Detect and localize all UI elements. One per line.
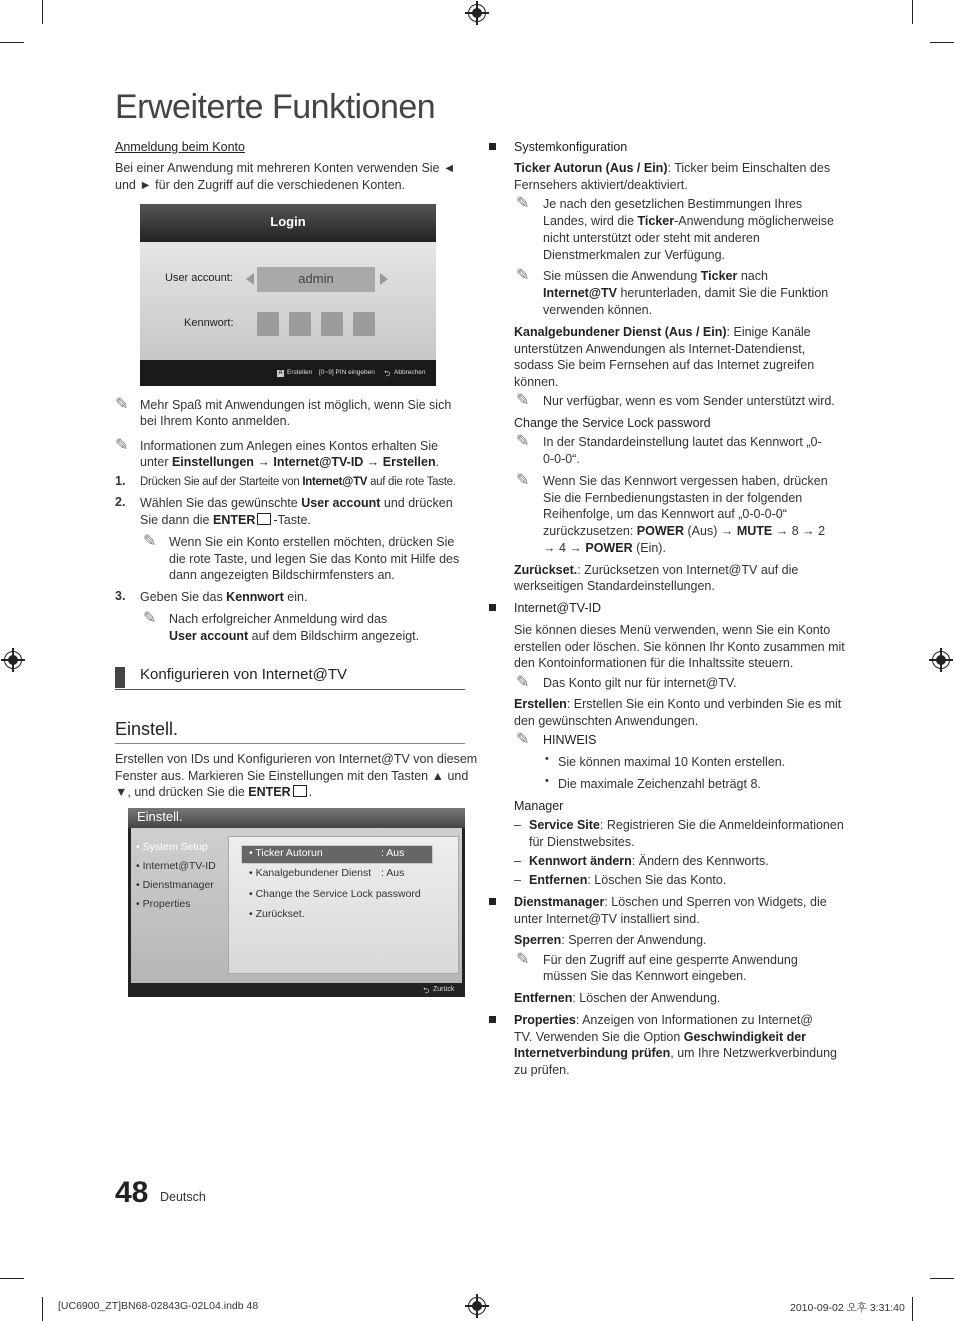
id-heading: Internet@TV-ID (514, 601, 602, 615)
return-icon: ⮌ (423, 986, 430, 995)
create-hint: Erstellen (287, 369, 313, 376)
arrow-right-icon[interactable] (380, 273, 388, 285)
note-text: Landes, wird die Ticker-Anwendung möglicherweise (543, 214, 834, 228)
step-text: Drücken Sie auf der Starteite von Internet@TV auf die rote Taste. (140, 476, 456, 488)
einstell-heading: Einstell. (115, 719, 179, 739)
password-digit[interactable] (321, 312, 343, 336)
red-key-icon: A (278, 370, 283, 376)
note-text: Nur verfügbar, wenn es vom Sender unterstützt wird. (543, 394, 835, 408)
note-text: Reihenfolge, um das Kennwort auf „0-0-0-0“ (543, 507, 787, 521)
user-account-label: User account: (165, 272, 233, 284)
manager-item: Entfernen: Löschen Sie das Konto. (529, 873, 727, 887)
sys-heading: Systemkonfiguration (514, 140, 628, 154)
settings-menu-title: Einstell. (128, 808, 465, 828)
einstell-text: ▼, und drücken Sie die ENTER . (115, 785, 313, 799)
note-text: nicht unterstützt oder steht mit anderen (543, 231, 760, 245)
menu-item-service-lock-password[interactable]: • Change the Service Lock password (249, 888, 421, 900)
note-icon: ✎ (516, 195, 530, 212)
bullet (489, 143, 496, 150)
id-text: erstellen oder löschen. Sie können Ihr Konto zusammen mit (514, 640, 845, 654)
hinweis-heading: HINWEIS (543, 733, 597, 747)
enter-icon (257, 513, 271, 525)
menu-item-dienstmanager[interactable]: • Dienstmanager (136, 879, 214, 891)
lock-heading: Change the Service Lock password (514, 416, 711, 430)
note-text: zurückzusetzen: POWER (Aus) → MUTE → 8 → 2 (543, 524, 826, 538)
dash: – (514, 873, 521, 887)
crop-mark (930, 42, 954, 43)
step-text: Geben Sie das Kennwort ein. (140, 590, 308, 604)
ticker-autorun-value: : Aus (381, 847, 405, 859)
anmeldung-text: und ► für den Zugriff auf die verschiedenen Konten. (115, 178, 406, 192)
bullet (489, 604, 496, 611)
note-text: Wenn Sie ein Konto erstellen möchten, drücken Sie (169, 535, 455, 549)
note-text: verwenden können. (543, 303, 653, 317)
note-icon: ✎ (143, 610, 157, 627)
page-title: Erweiterte Funktionen (115, 88, 436, 126)
manager-item: Kennwort ändern: Ändern des Kennworts. (529, 854, 769, 868)
date-info: 2010-09-02 오후 3:31:40 (790, 1302, 905, 1314)
password-digit[interactable] (257, 312, 279, 336)
note-text: Wenn Sie das Kennwort vergessen haben, drücken (543, 474, 828, 488)
properties-text: zu prüfen. (514, 1063, 570, 1077)
erstellen-text: den gewünschten Anwendungen. (514, 714, 699, 728)
note-icon: ✎ (516, 267, 530, 284)
crop-mark (42, 0, 43, 24)
registration-mark-icon (468, 4, 486, 22)
id-text: den Kontoinformationen für die Inhaltssite steuern. (514, 656, 794, 670)
ticker-text: Ticker Autorun (Aus / Ein): Ticker beim Einschalten des (514, 161, 831, 175)
file-info: [UC6900_ZT]BN68-02843G-02L04.indb 48 (58, 1300, 259, 1312)
menu-item-ticker-autorun[interactable]: • Ticker Autorun (249, 847, 323, 859)
manager-heading: Manager (514, 799, 564, 813)
crop-mark (0, 42, 24, 43)
enter-icon (293, 785, 307, 797)
step-number: 3. (115, 589, 126, 603)
note-icon: ✎ (516, 731, 530, 748)
step-number: 2. (115, 495, 126, 509)
properties-text: Internetverbindung prüfen, um Ihre Netzwerkverbindung (514, 1046, 837, 1060)
crop-mark (930, 1278, 954, 1279)
kanal-text: sodass Sie beim Fernsehen auf das Internet zugreifen (514, 358, 815, 372)
menu-item-internet-tv-id[interactable]: • Internet@TV-ID (136, 860, 216, 872)
registration-mark-icon (468, 1297, 486, 1315)
anmeldung-text: Bei einer Anwendung mit mehreren Konten verwenden Sie ◄ (115, 161, 456, 175)
note-icon: ✎ (516, 433, 530, 450)
password-digit[interactable] (289, 312, 311, 336)
note-text: Informationen zum Anlegen eines Kontos erhalten Sie (140, 439, 439, 453)
login-title: Login (140, 204, 436, 242)
reset-text: Zurückset.: Zurücksetzen von Internet@TV auf die (514, 563, 799, 577)
password-label: Kennwort: (184, 317, 234, 329)
reset-text: werkseitigen Standardeinstellungen. (514, 579, 715, 593)
einstell-text: Fenster aus. Markieren Sie Einstellungen mit den Tasten ▲ und (115, 769, 469, 783)
hinweis-item: Die maximale Zeichenzahl beträgt 8. (558, 777, 761, 791)
anmeldung-heading: Anmeldung beim Konto (115, 140, 245, 154)
kanal-text: können. (514, 375, 559, 389)
note-text: bei Ihrem Konto anmelden. (140, 414, 291, 428)
einstell-text: Erstellen von IDs und Konfigurieren von Internet@TV von diesem (115, 752, 478, 766)
menu-item-zurueckset[interactable]: • Zurückset. (249, 908, 305, 920)
menu-item-kanalgebundener-dienst[interactable]: • Kanalgebundener Dienst (249, 867, 372, 879)
note-text: Für den Zugriff auf eine gesperrte Anwendung (543, 953, 798, 967)
step-text: Sie dann die ENTER -Taste. (140, 513, 311, 527)
section-marker (115, 667, 125, 688)
pin-hint: [0~9] PIN eingeben (319, 369, 375, 376)
back-hint: Zurück (433, 986, 455, 993)
note-text: Das Konto gilt nur für internet@TV. (543, 676, 737, 690)
entfernen-text: Entfernen: Löschen der Anwendung. (514, 991, 721, 1005)
kanalgebundener-dienst-value: : Aus (381, 867, 405, 879)
properties-text: TV. Verwenden Sie die Option Geschwindigkeit der (514, 1030, 807, 1044)
crop-mark (912, 1297, 913, 1321)
note-text: 0-0-0“. (543, 452, 580, 466)
menu-item-system-setup[interactable]: • System Setup (136, 841, 208, 853)
note-text: Sie müssen die Anwendung Ticker nach (543, 269, 768, 283)
note-text: Dienstmerkmalen zur Verfügung. (543, 248, 726, 262)
crop-mark (0, 1278, 24, 1279)
note-text: die rote Taste, und legen Sie das Konto mit Hilfe des (169, 552, 460, 566)
manager-item: für Dienstwebsites. (529, 835, 635, 849)
divider (115, 689, 465, 690)
note-icon: ✎ (115, 396, 129, 413)
note-text: unter Einstellungen → Internet@TV-ID → Erstellen. (140, 455, 440, 469)
crop-mark (42, 1297, 43, 1321)
erstellen-text: Erstellen: Erstellen Sie ein Konto und verbinden Sie es mit (514, 697, 842, 711)
password-digit[interactable] (353, 312, 375, 336)
menu-item-properties[interactable]: • Properties (136, 898, 191, 910)
divider (115, 743, 465, 744)
note-text: User account auf dem Bildschirm angezeigt. (169, 629, 420, 643)
note-text: In der Standardeinstellung lautet das Kennwort „0- (543, 435, 822, 449)
kanal-text: unterstützen Anwendungen als Internet-Datendienst, (514, 342, 806, 356)
note-icon: ✎ (516, 472, 530, 489)
note-text: müssen Sie das Kennwort eingeben. (543, 969, 747, 983)
id-text: Sie können dieses Menü verwenden, wenn Sie ein Konto (514, 623, 831, 637)
registration-mark-icon (4, 651, 22, 669)
step-number: 1. (115, 474, 126, 488)
bullet: • (545, 775, 549, 787)
user-account-field[interactable]: admin (257, 267, 375, 292)
bullet: • (545, 753, 549, 765)
properties-text: Properties: Anzeigen von Informationen zu Internet@ (514, 1013, 813, 1027)
cancel-hint: Abbrechen (394, 369, 426, 376)
section-heading: Konfigurieren von Internet@TV (140, 666, 348, 683)
dash: – (514, 854, 521, 868)
note-icon: ✎ (115, 437, 129, 454)
note-text: Nach erfolgreicher Anmeldung wird das (169, 612, 388, 626)
note-icon: ✎ (516, 392, 530, 409)
login-dialog (140, 204, 436, 386)
settings-menu (128, 808, 465, 997)
note-text: → 4 → POWER (Ein). (543, 541, 666, 555)
sperren-text: Sperren: Sperren der Anwendung. (514, 933, 707, 947)
note-text: Sie die Fernbedienungstasten in der folgenden (543, 491, 803, 505)
return-icon: ⮌ (384, 369, 391, 378)
kanal-text: Kanalgebundener Dienst (Aus / Ein): Einige Kanäle (514, 325, 811, 339)
step-text: Wählen Sie das gewünschte User account und drücken (140, 496, 453, 510)
registration-mark-icon (932, 651, 950, 669)
note-icon: ✎ (516, 674, 530, 691)
hinweis-item: Sie können maximal 10 Konten erstellen. (558, 755, 786, 769)
note-text: Je nach den gesetzlichen Bestimmungen Ihres (543, 197, 803, 211)
dienstmanager-text: unter Internet@TV installiert sind. (514, 912, 700, 926)
language-label: Deutsch (160, 1190, 206, 1204)
manager-item: Service Site: Registrieren Sie die Anmeldeinformationen (529, 818, 844, 832)
note-text: Internet@TV herunterladen, damit Sie die Funktion (543, 286, 829, 300)
note-icon: ✎ (516, 951, 530, 968)
dienstmanager-text: Dienstmanager: Löschen und Sperren von Widgets, die (514, 895, 827, 909)
crop-mark (912, 0, 913, 24)
bullet (489, 898, 496, 905)
ticker-text: Fernsehers aktiviert/deaktiviert. (514, 178, 688, 192)
page-number: 48 (115, 1176, 149, 1209)
arrow-left-icon[interactable] (246, 273, 254, 285)
note-icon: ✎ (143, 533, 157, 550)
bullet (489, 1016, 496, 1023)
note-text: dann angezeigten Bildschirmfensters an. (169, 568, 395, 582)
dash: – (514, 818, 521, 832)
note-text: Mehr Spaß mit Anwendungen ist möglich, wenn Sie sich (140, 398, 452, 412)
